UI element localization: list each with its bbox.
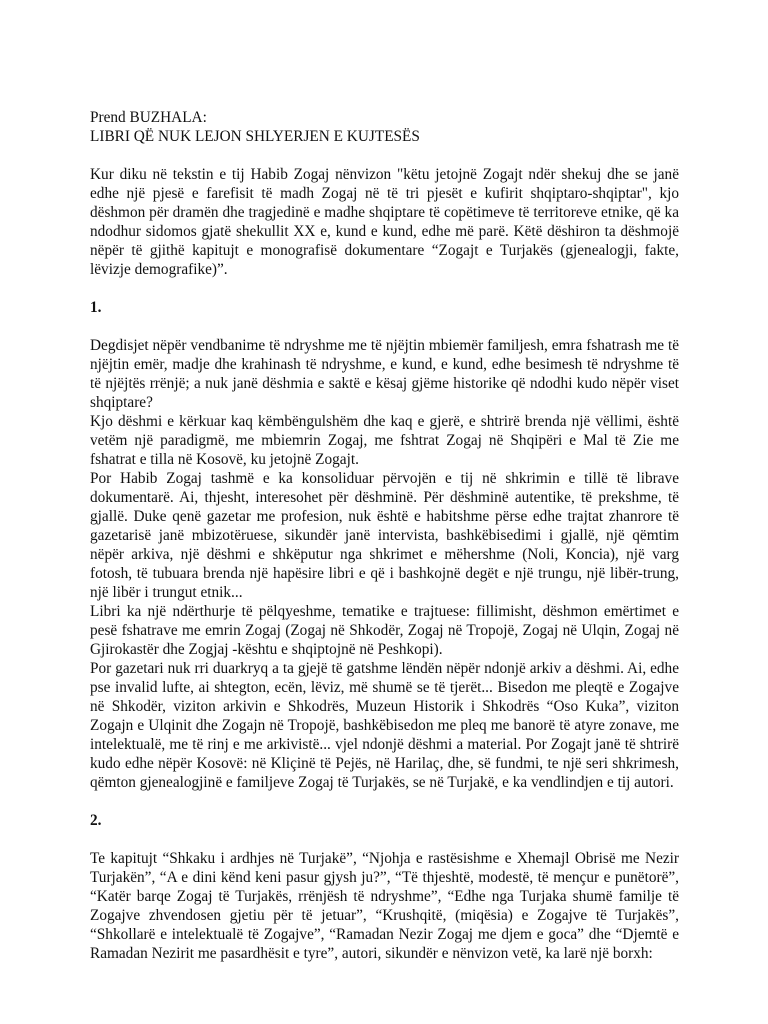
spacer (90, 792, 679, 811)
section-2-paragraph-1: Te kapitujt “Shkaku i ardhjes në Turjakë”, “Njohja e rastësishme e Xhemajl Obrisë me Nezir Turjakën”, “A e dini kënd keni pasur gjysh ju?”, “Të thjeshtë, modestë, të mençur e punëtorë”, “Katër barqe Zogaj të Turjakës, rrënjësh të ndryshme”, “Edhe nga Turjaka shumë familje të Zogajve zhvendosen gjetiu për të jetuar”, “Krushqitë, (miqësia) e Zogajve të Turjakës”, “Shkollarë e intelektualë të Zogajve”, “Ramadan Nezir Zogaj me djem e goca” dhe “Djemtë e Ramadan Nezirit me pasardhësit e tyre”, autori, sikundër e nënvizon vetë, ka larë një borxh: (90, 850, 679, 962)
document-title: LIBRI QË NUK LEJON SHLYERJEN E KUJTESËS (90, 128, 420, 145)
spacer (90, 279, 679, 298)
spacer (90, 317, 679, 336)
section-1-paragraph-4: Libri ka një ndërthurje të pëlqyeshme, tematike e trajtuese: fillimisht, dëshmon emërtimet e pesë fshatrave me emrin Zogaj (Zogaj në Shkodër, Zogaj në Tropojë, Zogaj në Ulqin, Zogaj në Gjirokastër dhe Zogjaj -kështu e shqiptojnë në Peshkopi). (90, 603, 679, 658)
section-1-paragraph-3: Por Habib Zogaj tashmë e ka konsoliduar përvojën e tij në shkrimin e tillë të librave dokumentarë. Ai, thjesht, interesohet për dëshminë. Për dëshminë autentike, të prekshme, të gjallë. Duke qenë gazetar me profesion, nuk është e habitshme përse edhe trajtat zhanrore të gazetarisë janë mbizotëruese, sikundër janë intervista, bashkëbisedimi i gjallë, një qëmtim nëpër arkiva, një dëshmi e shkëputur nga shkrimet e mëhershme (Noli, Koncia), një varg fotosh, të tubuara brenda një hapësire libri e që i bashkojnë degët e një trungu, një libër-trung, një libër i trungut etnik... (90, 470, 679, 601)
section-1-paragraph-1: Degdisjet nëpër vendbanime të ndryshme me të njëjtin mbiemër familjesh, emra fshatrash me të njëjtin emër, madje dhe krahinash të ndryshme, e kund, e kund, edhe besimesh të ndryshme të të njëjtës rrënjë; a nuk janë dëshmia e saktë e kësaj gjëme historike që ndodhi kudo nëpër viset shqiptare? (90, 337, 679, 411)
author-line: Prend BUZHALA: (90, 109, 207, 126)
spacer (90, 830, 679, 849)
section-number-2: 2. (90, 812, 102, 829)
section-1-paragraph-2: Kjo dëshmi e kërkuar kaq këmbëngulshëm dhe kaq e gjerë, e shtrirë brenda një vëllimi, është vetëm një paradigmë, me mbiemrin Zogaj, me fshtrat Zogaj në Shqipëri e Mal të Zie me fshatrat e tilla në Kosovë, ku jetojnë Zogajt. (90, 413, 679, 468)
document-page (90, 108, 679, 963)
intro-paragraph: Kur diku në tekstin e tij Habib Zogaj nënvizon "këtu jetojnë Zogajt ndër shekuj dhe se janë edhe një pjesë e farefisit të madh Zogaj në të tri pjesët e kufirit shqiptaro-shqiptar", kjo dëshmon për dramën dhe tragjedinë e madhe shqiptare të copëtimeve të territoreve etnike, që ka ndodhur sidomos gjatë shekullit XX e, kund e kund, edhe më parë. Këtë dëshiron ta dëshmojë nëpër të gjithë kapitujt e monografisë dokumentare “Zogajt e Turjakës (gjenealogji, fakte, lëvizje demografike)”. (90, 166, 679, 278)
section-number-1: 1. (90, 299, 102, 316)
spacer (90, 146, 679, 165)
section-1-paragraph-5: Por gazetari nuk rri duarkryq a ta gjejë të gatshme lëndën nëpër ndonjë arkiv a dëshmi. Ai, edhe pse invalid lufte, ai shtegton, ecën, lëviz, më shumë se të tjerët... Bisedon me pleqtë e Zogajve në Shkodër, viziton arkivin e Shkodrës, Muzeun Historik i Shkodrës “Oso Kuka”, viziton Zogajn e Ulqinit dhe Zogajn në Tropojë, bashkëbisedon me pleq me banorë të atyre zonave, me intelektualë, me të rinj e me arkivistë... vjel ndonjë dëshmi a material. Por Zogajt janë të shtrirë kudo edhe nëpër Kosovë: në Kliçinë të Pejës, në Harilaç, dhe, së fundmi, te një seri shkrimesh, qëmton gjenealogjinë e familjeve Zogaj të Turjakës, se në Turjakë, e ka vendlindjen e tij autori. (90, 660, 679, 791)
